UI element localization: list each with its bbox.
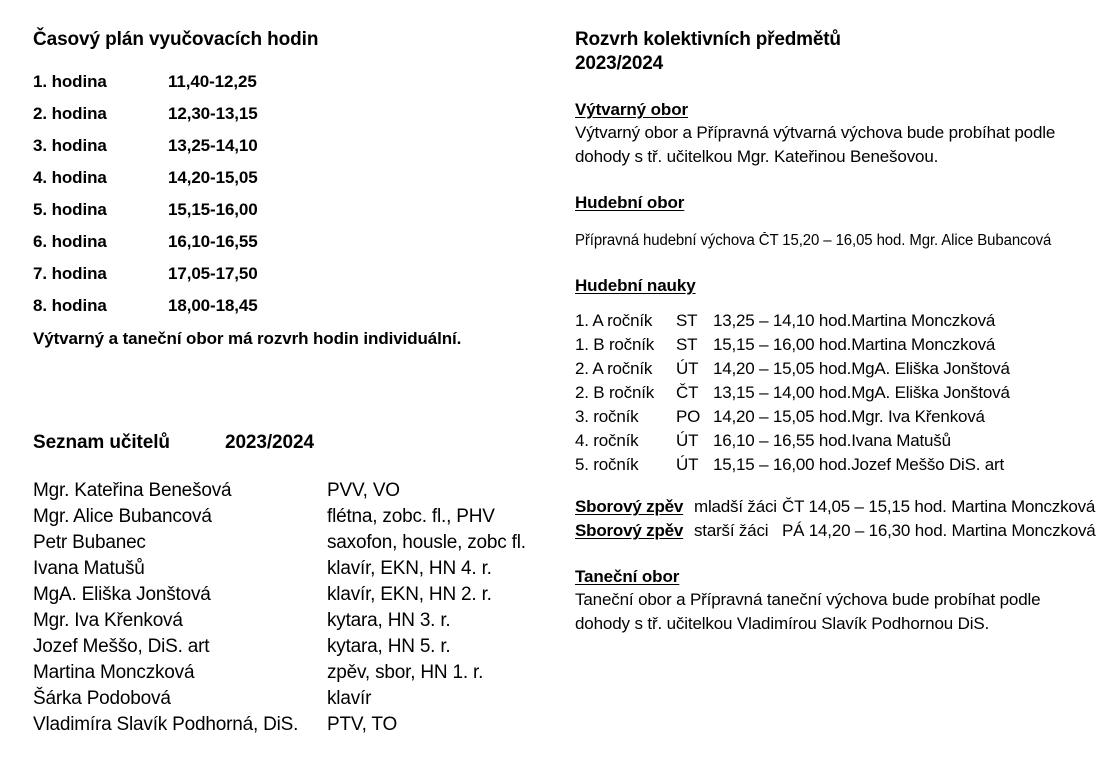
teacher-list (33, 478, 563, 738)
hudebni-nauky-list (575, 309, 1110, 477)
teacher-name: Mgr. Kateřina Benešová (33, 480, 232, 501)
lesson-time: 17,05-17,50 (168, 264, 258, 283)
teacher-subjects: kytara, HN 3. r. (327, 610, 451, 631)
tanecni-obor-section (575, 565, 1110, 636)
hn-grade: 4. ročník (575, 431, 639, 450)
hudebni-nauky-row (575, 333, 1110, 357)
teacher-row (33, 530, 563, 556)
right-column (575, 28, 1110, 636)
teacher-name: Petr Bubanec (33, 532, 146, 553)
hn-time-teacher: 15,15 – 16,00 hod.Martina Monczková (713, 335, 996, 354)
hudebni-nauky-row (575, 453, 1110, 477)
sborovy-zpev-label: Sborový zpěv (575, 521, 684, 540)
vytvarny-obor-line2: dohody s tř. učitelkou Mgr. Kateřinou Benešovou. (575, 147, 939, 166)
teacher-row (33, 660, 563, 686)
tanecni-obor-line1: Taneční obor a Přípravná taneční výchova bude probíhat podle (575, 590, 1041, 609)
lesson-label: 6. hodina (33, 232, 107, 251)
lesson-time-row (33, 66, 563, 98)
tanecni-obor-heading: Taneční obor (575, 567, 680, 586)
teacher-subjects: saxofon, housle, zobc fl. (327, 532, 526, 553)
sborovy-zpev-row (575, 495, 1110, 519)
teacher-name: Jozef Meššo, DiS. art (33, 636, 210, 657)
sborovy-zpev-label: Sborový zpěv (575, 497, 684, 516)
sborovy-zpev-time-teacher: PÁ 14,20 – 16,30 hod. Martina Monczková (782, 521, 1096, 540)
hn-grade: 1. B ročník (575, 335, 655, 354)
hn-grade: 3. ročník (575, 407, 639, 426)
lesson-time-row (33, 130, 563, 162)
hn-day: ÚT (676, 359, 699, 378)
hn-grade: 2. B ročník (575, 383, 655, 402)
sborovy-zpev-group: mladší žáci (694, 497, 777, 516)
hudebni-nauky-row (575, 309, 1110, 333)
lesson-time-list (33, 66, 563, 322)
hn-day: ÚT (676, 455, 699, 474)
lesson-time-row (33, 258, 563, 290)
teacher-subjects: klavír, EKN, HN 4. r. (327, 558, 492, 579)
teacher-name: Šárka Podobová (33, 688, 171, 709)
hn-day: ÚT (676, 431, 699, 450)
teacher-row (33, 582, 563, 608)
teacher-subjects: PVV, VO (327, 480, 400, 501)
spacer (575, 76, 1110, 98)
lesson-label: 4. hodina (33, 168, 107, 187)
pripravna-hudebni-vychova-line: Přípravná hudební výchova ČT 15,20 – 16,05 hod. Mgr. Alice Bubancová (575, 232, 1052, 249)
lesson-time-row (33, 162, 563, 194)
hudebni-nauky-row (575, 405, 1110, 429)
lesson-time: 13,25-14,10 (168, 136, 258, 155)
teachers-school-year: 2023/2024 (225, 432, 314, 453)
vytvarny-obor-line1: Výtvarný obor a Přípravná výtvarná výchova bude probíhat podle (575, 123, 1056, 142)
hudebni-nauky-row (575, 381, 1110, 405)
lesson-time: 15,15-16,00 (168, 200, 258, 219)
hn-grade: 5. ročník (575, 455, 639, 474)
lesson-label: 8. hodina (33, 296, 107, 315)
teacher-row (33, 478, 563, 504)
hn-time-teacher: 15,15 – 16,00 hod.Jozef Meššo DiS. art (713, 455, 1005, 474)
spacer (575, 169, 1110, 191)
sborovy-zpev-time-teacher: ČT 14,05 – 15,15 hod. Martina Monczková (782, 497, 1096, 516)
hudebni-nauky-section (575, 274, 1110, 477)
lesson-label: 5. hodina (33, 200, 107, 219)
spacer (575, 214, 1110, 230)
teacher-name: Vladimíra Slavík Podhorná, DiS. (33, 714, 299, 735)
collective-subjects-title: Rozvrh kolektivních předmětů (575, 29, 841, 50)
lesson-time: 16,10-16,55 (168, 232, 258, 251)
lesson-label: 2. hodina (33, 104, 107, 123)
schedule-note: Výtvarný a taneční obor má rozvrh hodin individuální. (33, 329, 462, 348)
teacher-row (33, 712, 563, 738)
schedule-title: Časový plán vyučovacích hodin (33, 29, 319, 50)
hudebni-obor-heading: Hudební obor (575, 193, 685, 212)
teacher-row (33, 556, 563, 582)
teacher-row (33, 504, 563, 530)
collective-subjects-year: 2023/2024 (575, 53, 664, 74)
lesson-time: 11,40-12,25 (168, 72, 257, 91)
spacer (575, 543, 1110, 565)
lesson-time: 14,20-15,05 (168, 168, 258, 187)
sborovy-zpev-group: starší žáci (694, 521, 769, 540)
teacher-name: Ivana Matušů (33, 558, 145, 579)
vytvarny-obor-section (575, 98, 1110, 169)
hn-time-teacher: 13,25 – 14,10 hod.Martina Monczková (713, 311, 996, 330)
hudebni-nauky-heading: Hudební nauky (575, 276, 696, 295)
teacher-row (33, 686, 563, 712)
hn-day: PO (676, 407, 701, 426)
lesson-label: 7. hodina (33, 264, 107, 283)
tanecni-obor-line2: dohody s tř. učitelkou Vladimírou Slavík Podhornou DiS. (575, 614, 990, 633)
vytvarny-obor-heading: Výtvarný obor (575, 100, 689, 119)
teacher-name: Martina Monczková (33, 662, 195, 683)
teacher-subjects: klavír, EKN, HN 2. r. (327, 584, 492, 605)
lesson-time-row (33, 194, 563, 226)
left-column (33, 28, 563, 738)
hn-time-teacher: 13,15 – 14,00 hod.MgA. Eliška Jonštová (713, 383, 1010, 402)
lesson-time-row (33, 226, 563, 258)
hn-time-teacher: 14,20 – 15,05 hod.MgA. Eliška Jonštová (713, 359, 1010, 378)
teacher-subjects: flétna, zobc. fl., PHV (327, 506, 495, 527)
teacher-subjects: zpěv, sbor, HN 1. r. (327, 662, 484, 683)
lesson-time: 18,00-18,45 (168, 296, 258, 315)
teachers-heading (33, 430, 563, 456)
teacher-name: MgA. Eliška Jonštová (33, 584, 211, 605)
hn-day: ČT (676, 383, 699, 402)
sborovy-zpev-row (575, 519, 1110, 543)
hudebni-nauky-row (575, 429, 1110, 453)
lesson-label: 1. hodina (33, 72, 107, 91)
hn-grade: 2. A ročník (575, 359, 653, 378)
teacher-name: Mgr. Alice Bubancová (33, 506, 212, 527)
teacher-subjects: PTV, TO (327, 714, 398, 735)
lesson-time-row (33, 98, 563, 130)
lesson-label: 3. hodina (33, 136, 107, 155)
spacer (575, 252, 1110, 274)
lesson-time-row (33, 290, 563, 322)
hn-time-teacher: 14,20 – 15,05 hod.Mgr. Iva Křenková (713, 407, 985, 426)
hn-time-teacher: 16,10 – 16,55 hod.Ivana Matušů (713, 431, 951, 450)
hudebni-nauky-row (575, 357, 1110, 381)
hn-grade: 1. A ročník (575, 311, 653, 330)
teacher-row (33, 634, 563, 660)
teachers-title: Seznam učitelů (33, 432, 170, 453)
teacher-subjects: klavír (327, 688, 372, 709)
teacher-row (33, 608, 563, 634)
hn-day: ST (676, 311, 698, 330)
hudebni-obor-section (575, 191, 1110, 252)
teacher-subjects: kytara, HN 5. r. (327, 636, 451, 657)
hn-day: ST (676, 335, 698, 354)
teacher-name: Mgr. Iva Křenková (33, 610, 183, 631)
sborovy-zpev-list (575, 495, 1110, 543)
lesson-time: 12,30-13,15 (168, 104, 258, 123)
